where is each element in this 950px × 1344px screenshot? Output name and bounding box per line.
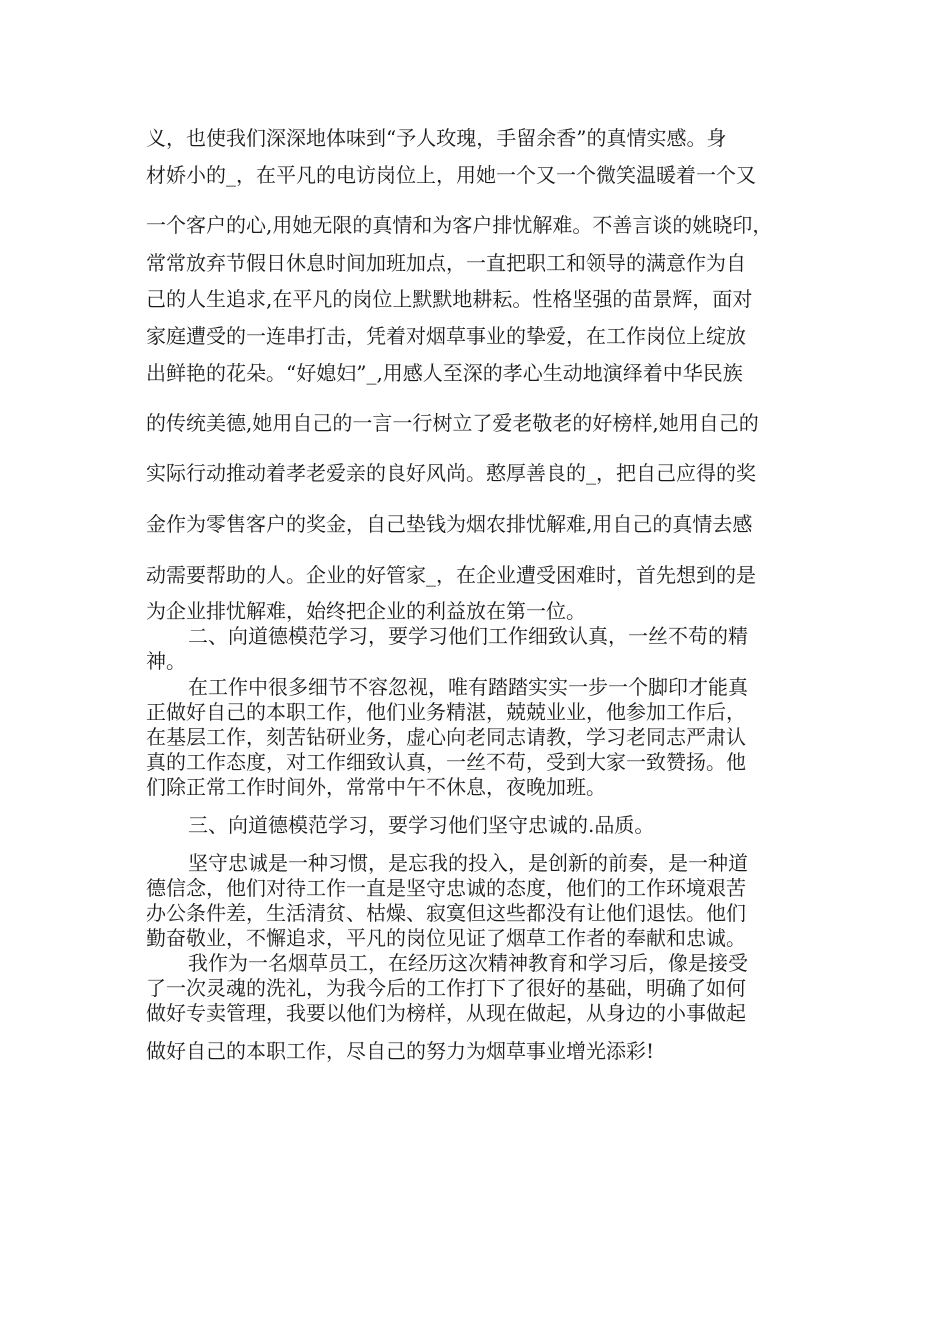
text-line: 真的工作态度，对工作细致认真，一丝不苟，受到大家一致赞扬。他 — [146, 750, 746, 774]
text-line: 义，也使我们深深地体味到“予人玫瑰，手留余香”的真情实感。身 — [146, 126, 727, 150]
section-heading: 三、向道德模范学习，要学习他们坚守忠诚的.品质。 — [188, 813, 655, 837]
text-line: 的传统美德,她用自己的一言一行树立了爱老敬老的好榜样,她用自己的 — [146, 411, 759, 435]
text-line: 出鲜艳的花朵。“好媳妇”_,用感人至深的孝心生动地演绎着中华民族 — [146, 361, 743, 385]
text-line: 德信念，他们对待工作一直是坚守忠诚的态度，他们的工作环境艰苦 — [146, 876, 746, 900]
text-line: 正做好自己的本职工作，他们业务精湛，兢兢业业，他参加工作后， — [146, 700, 746, 724]
text-line: 为企业排忧解难，始终把企业的利益放在第一位。 — [146, 599, 586, 623]
text-line: 在工作中很多细节不容忽视，唯有踏踏实实一步一个脚印才能真 — [188, 675, 748, 699]
text-line: 一个客户的心,用她无限的真情和为客户排忧解难。不善言谈的姚晓印， — [146, 213, 773, 237]
text-line: 我作为一名烟草员工，在经历这次精神教育和学习后，像是接受 — [188, 951, 748, 975]
text-line: 材娇小的_，在平凡的电访岗位上，用她一个又一个微笑温暖着一个又 — [146, 163, 756, 187]
text-line: 金作为零售客户的奖金，自己垫钱为烟农排忧解难,用自己的真情去感 — [146, 512, 753, 536]
section-heading: 二、向道德模范学习，要学习他们工作细致认真，一丝不苟的精 — [188, 624, 748, 648]
text-line: 办公条件差，生活清贫、枯燥、寂寞但这些都没有让他们退怯。他们 — [146, 901, 746, 925]
text-line: 做好自己的本职工作，尽自己的努力为烟草事业增光添彩! — [146, 1039, 655, 1063]
text-line: 勤奋敬业，不懈追求，平凡的岗位见证了烟草工作者的奉献和忠诚。 — [146, 926, 746, 950]
text-line: 在基层工作，刻苦钻研业务，虚心向老同志请教，学习老同志严肃认 — [146, 725, 746, 749]
text-line: 实际行动推动着孝老爱亲的良好风尚。憨厚善良的_，把自己应得的奖 — [146, 461, 756, 485]
text-line: 常常放弃节假日休息时间加班加点，一直把职工和领导的满意作为自 — [146, 251, 746, 275]
text-line: 家庭遭受的一连串打击，凭着对烟草事业的挚爱，在工作岗位上绽放 — [146, 324, 746, 348]
text-line: 们除正常工作时间外，常常中午不休息，夜晚加班。 — [146, 775, 606, 799]
text-line: 神。 — [146, 649, 186, 673]
text-line: 己的人生追求,在平凡的岗位上默默地耕耘。性格坚强的苗景辉，面对 — [146, 287, 753, 311]
text-line: 做好专卖管理，我要以他们为榜样，从现在做起，从身边的小事做起 — [146, 1001, 746, 1025]
text-line: 动需要帮助的人。企业的好管家_，在企业遭受困难时，首先想到的是 — [146, 563, 756, 587]
text-line: 了一次灵魂的洗礼，为我今后的工作打下了很好的基础，明确了如何 — [146, 976, 746, 1000]
text-line: 坚守忠诚是一种习惯，是忘我的投入，是创新的前奏，是一种道 — [188, 851, 748, 875]
